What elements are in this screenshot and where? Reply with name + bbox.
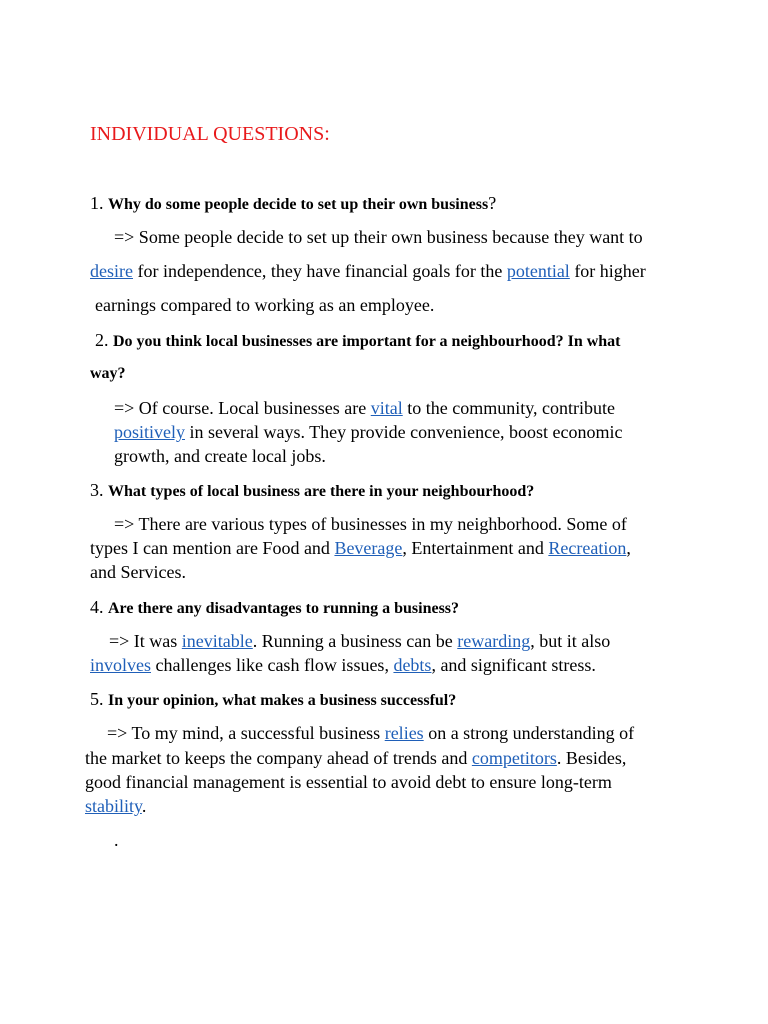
question-5 — [90, 687, 456, 713]
link-rewarding[interactable]: rewarding — [457, 631, 531, 651]
answer-text: , Entertainment and — [402, 538, 549, 558]
answer-text: on a strong understanding of — [423, 723, 635, 743]
answer-text: , — [626, 538, 631, 558]
link-vital[interactable]: vital — [370, 398, 403, 418]
question-4 — [90, 595, 459, 621]
answer-text: => Of course. Local businesses are — [114, 398, 371, 418]
link-stability[interactable]: stability — [85, 796, 142, 816]
question-text: Are there any disadvantages to running a business? — [108, 600, 460, 617]
link-positively[interactable]: positively — [114, 422, 185, 442]
link-inevitable[interactable]: inevitable — [181, 631, 253, 651]
question-number: 5. — [90, 689, 104, 709]
link-desire[interactable]: desire — [90, 261, 133, 281]
answer-text: in several ways. They provide convenience, boost economic — [185, 422, 623, 442]
question-text: Why do some people decide to set up their own business — [108, 196, 489, 213]
link-competitors[interactable]: competitors — [471, 748, 557, 768]
question-1 — [90, 191, 496, 217]
answer-text: => To my mind, a successful business — [107, 723, 385, 743]
question-number: 3. — [90, 480, 104, 500]
link-relies[interactable]: relies — [384, 723, 424, 743]
answer-3-line-3: and Services. — [90, 562, 186, 582]
answer-text: . Besides, — [556, 748, 627, 768]
question-text: In your opinion, what makes a business successful? — [108, 692, 457, 709]
question-text: What types of local business are there in your neighbourhood? — [108, 483, 535, 500]
question-number: 1. — [90, 193, 104, 213]
answer-3-line-1: => There are various types of businesses in my neighborhood. Some of — [114, 514, 627, 534]
answer-1-line-3: earnings compared to working as an employee. — [95, 295, 435, 315]
page-title: INDIVIDUAL QUESTIONS: — [90, 123, 330, 145]
answer-5-line-1 — [107, 721, 634, 745]
question-number: 4. — [90, 597, 104, 617]
answer-text: => It was — [109, 631, 182, 651]
question-3 — [90, 478, 534, 504]
answer-2-line-1 — [114, 396, 615, 420]
link-beverage[interactable]: Beverage — [334, 538, 403, 558]
question-mark: ? — [488, 193, 497, 213]
link-debts[interactable]: debts — [393, 655, 432, 675]
answer-3-line-2 — [90, 536, 631, 560]
answer-2-line-3: growth, and create local jobs. — [114, 446, 326, 466]
link-potential[interactable]: potential — [506, 261, 570, 281]
answer-text: types I can mention are Food and — [90, 538, 335, 558]
answer-1-line-2 — [90, 259, 646, 283]
trailing-dot: . — [114, 830, 119, 850]
answer-text: to the community, contribute — [402, 398, 616, 418]
answer-text: , and significant stress. — [431, 655, 596, 675]
answer-text: challenges like cash flow issues, — [151, 655, 394, 675]
answer-5-line-4 — [85, 794, 146, 818]
answer-5-line-2 — [85, 746, 626, 770]
question-2-line-1 — [95, 328, 621, 354]
answer-text: . — [141, 796, 147, 816]
answer-4-line-2 — [90, 653, 596, 677]
link-recreation[interactable]: Recreation — [548, 538, 627, 558]
answer-text: for independence, they have financial goals for the — [132, 261, 507, 281]
answer-2-line-2 — [114, 420, 623, 444]
answer-5-line-3: good financial management is essential to avoid debt to ensure long-term — [85, 772, 612, 792]
answer-text: . Running a business can be — [252, 631, 458, 651]
question-number: 2. — [95, 330, 109, 350]
answer-text: , but it also — [530, 631, 611, 651]
question-2-line-2: way? — [90, 365, 126, 382]
question-text: Do you think local businesses are important for a neighbourhood? In what — [113, 333, 621, 350]
answer-text: for higher — [569, 261, 646, 281]
link-involves[interactable]: involves — [90, 655, 151, 675]
answer-4-line-1 — [109, 629, 610, 653]
answer-text: the market to keeps the company ahead of trends and — [85, 748, 472, 768]
answer-1-line-1: => Some people decide to set up their own business because they want to — [114, 227, 643, 247]
